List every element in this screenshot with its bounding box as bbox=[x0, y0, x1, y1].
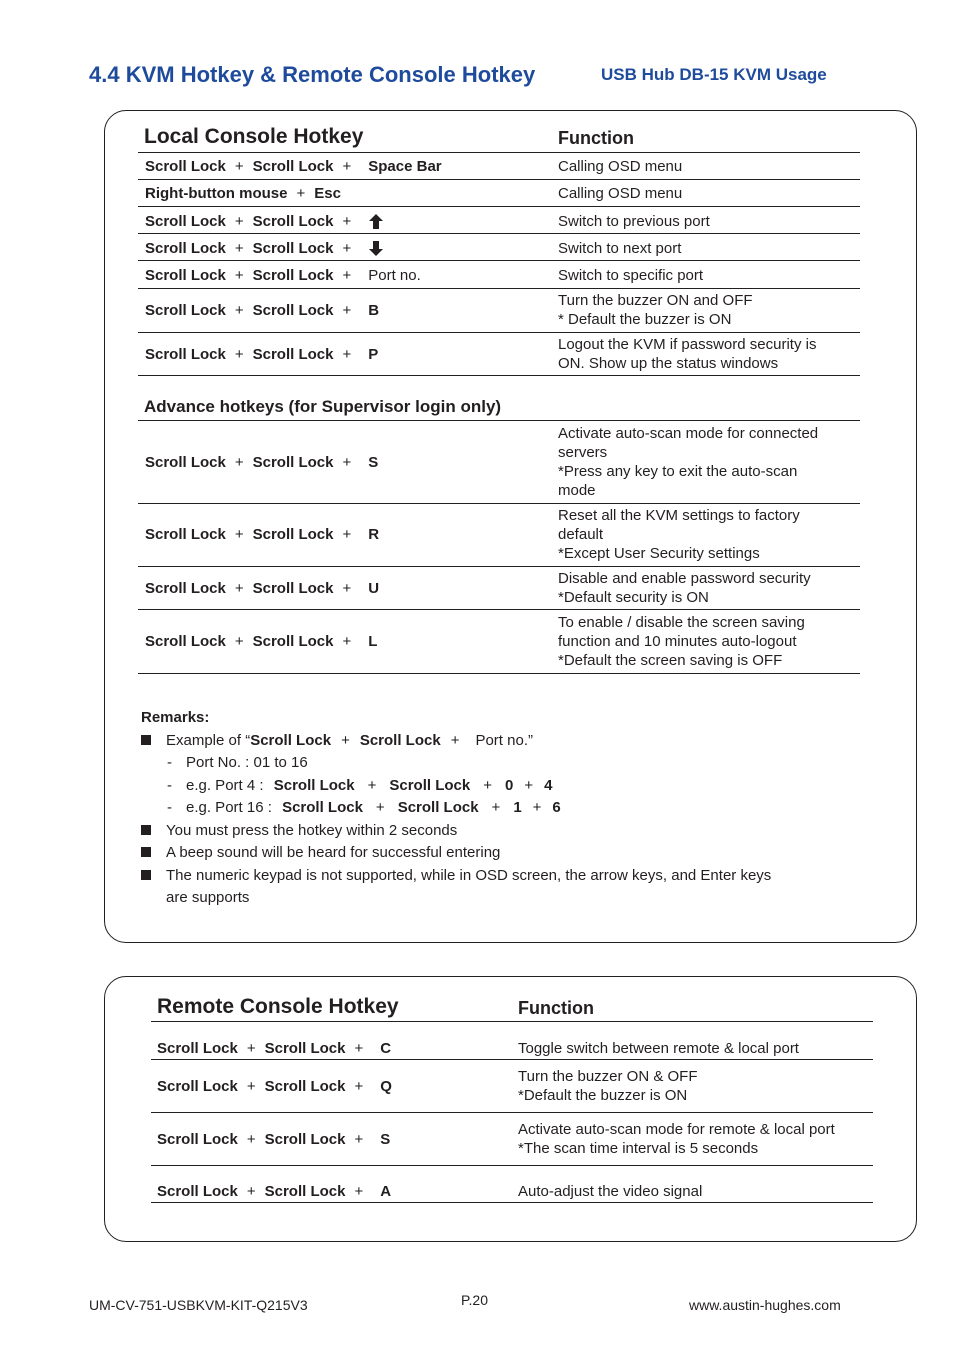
hotkey-combination bbox=[145, 345, 378, 363]
hotkey-function: Reset all the KVM settings to factory default *Except User Security settings bbox=[558, 507, 800, 562]
key-label: Scroll Lock bbox=[157, 1077, 238, 1095]
plus-sign: + bbox=[246, 1130, 256, 1148]
table-divider bbox=[138, 566, 860, 567]
plus-sign: + bbox=[234, 632, 244, 650]
hotkey-function: To enable / disable the screen saving function and 10 minutes auto-logout *Default the screen saving is OFF bbox=[558, 614, 805, 669]
hotkey-combination bbox=[145, 157, 442, 175]
plus-sign: + bbox=[354, 1077, 364, 1095]
plus-sign: + bbox=[234, 239, 244, 257]
key-label: Scroll Lock bbox=[145, 301, 226, 319]
key-label: Scroll Lock bbox=[252, 301, 334, 319]
table-divider bbox=[138, 288, 860, 289]
hotkey-function: Switch to next port bbox=[558, 240, 682, 257]
key-label: Q bbox=[380, 1077, 392, 1095]
hotkey-function: Turn the buzzer ON and OFF * Default the buzzer is ON bbox=[558, 292, 753, 328]
key-label: Scroll Lock bbox=[145, 579, 226, 597]
website-url: www.austin-hughes.com bbox=[689, 1297, 841, 1313]
key-label: P bbox=[368, 345, 379, 363]
table-divider bbox=[151, 1021, 873, 1022]
key-label: U bbox=[368, 579, 380, 597]
key-label: S bbox=[368, 453, 379, 471]
key-label: Scroll Lock bbox=[145, 239, 226, 257]
key-label: Scroll Lock bbox=[252, 453, 334, 471]
key-label: Scroll Lock bbox=[252, 345, 334, 363]
remark-item: The numeric keypad is not supported, while in OSD screen, the arrow keys, and Enter keys bbox=[141, 865, 861, 888]
key-label: L bbox=[368, 632, 378, 650]
plus-sign: + bbox=[246, 1039, 256, 1057]
key-label: Scroll Lock bbox=[264, 1039, 346, 1057]
plus-sign: + bbox=[342, 579, 352, 597]
key-label: Scroll Lock bbox=[145, 525, 226, 543]
table-divider bbox=[138, 673, 860, 674]
hotkey-combination bbox=[157, 1182, 391, 1200]
hotkey-function: Activate auto-scan mode for connected servers *Press any key to exit the auto-scan mode bbox=[558, 425, 819, 499]
section-subtitle: USB Hub DB-15 KVM Usage bbox=[601, 65, 827, 84]
key-label: Scroll Lock bbox=[157, 1039, 238, 1057]
hotkey-function: Toggle switch between remote & local port bbox=[518, 1040, 799, 1057]
table-divider bbox=[138, 375, 860, 376]
key-label: R bbox=[368, 525, 380, 543]
remark-example-port-16: - e.g. Port 16 : Scroll Lock + Scroll Lock + 1 + 6 bbox=[167, 799, 561, 816]
hotkey-combination bbox=[145, 453, 378, 471]
remote-console-title: Remote Console Hotkey bbox=[157, 995, 399, 1018]
plus-sign: + bbox=[234, 157, 244, 175]
plus-sign: + bbox=[354, 1130, 364, 1148]
table-divider bbox=[138, 332, 860, 333]
advanced-hotkeys-title: Advance hotkeys (for Supervisor login only) bbox=[144, 397, 502, 416]
table-divider bbox=[138, 503, 860, 504]
plus-sign: + bbox=[354, 1182, 364, 1200]
hotkey-combination bbox=[145, 525, 379, 543]
hotkey-combination bbox=[157, 1039, 391, 1057]
key-label: Scroll Lock bbox=[145, 453, 226, 471]
key-label: Scroll Lock bbox=[252, 525, 334, 543]
key-label: Scroll Lock bbox=[157, 1182, 238, 1200]
hotkey-combination bbox=[145, 212, 383, 230]
plus-sign: + bbox=[354, 1039, 364, 1057]
page-number: P.20 bbox=[461, 1292, 488, 1308]
key-label: Scroll Lock bbox=[264, 1182, 346, 1200]
remark-example: Example of “Scroll Lock + Scroll Lock + Port no.” bbox=[141, 730, 861, 753]
key-label: Scroll Lock bbox=[252, 266, 334, 284]
hotkey-function: Auto-adjust the video signal bbox=[518, 1183, 703, 1200]
plus-sign: + bbox=[342, 345, 352, 363]
key-label: B bbox=[368, 301, 380, 319]
hotkey-function: Calling OSD menu bbox=[558, 185, 683, 202]
plus-sign: + bbox=[234, 525, 244, 543]
table-divider bbox=[151, 1059, 873, 1060]
plus-sign: + bbox=[296, 184, 306, 202]
key-label: Scroll Lock bbox=[264, 1130, 346, 1148]
key-label: Space Bar bbox=[368, 157, 442, 175]
remark-example-port-4: - e.g. Port 4 : Scroll Lock + Scroll Lock + 0 + 4 bbox=[167, 776, 553, 794]
arrow-down-icon bbox=[369, 241, 383, 256]
table-divider bbox=[138, 233, 860, 234]
local-function-header: Function bbox=[558, 128, 634, 148]
plus-sign: + bbox=[234, 579, 244, 597]
hotkey-combination bbox=[145, 579, 379, 597]
key-label: Scroll Lock bbox=[252, 157, 334, 175]
remark-item: A beep sound will be heard for successful entering bbox=[141, 842, 861, 865]
remark-item: You must press the hotkey within 2 seconds bbox=[141, 820, 861, 843]
section-heading: 4.4 KVM Hotkey & Remote Console Hotkey bbox=[89, 62, 536, 87]
hotkey-function: Switch to previous port bbox=[558, 213, 710, 230]
table-divider bbox=[151, 1165, 873, 1166]
plus-sign: + bbox=[234, 212, 244, 230]
key-label: Scroll Lock bbox=[252, 579, 334, 597]
bullet-square-icon bbox=[141, 870, 151, 880]
key-label: Scroll Lock bbox=[252, 239, 334, 257]
plus-sign: + bbox=[234, 345, 244, 363]
hotkey-combination bbox=[157, 1130, 390, 1148]
bullet-square-icon bbox=[141, 825, 151, 835]
key-label: C bbox=[380, 1039, 392, 1057]
plus-sign: + bbox=[342, 157, 352, 175]
arrow-up-icon bbox=[369, 214, 383, 229]
hotkey-combination bbox=[145, 239, 383, 257]
key-label: S bbox=[380, 1130, 391, 1148]
plus-sign: + bbox=[342, 301, 352, 319]
table-divider bbox=[138, 609, 860, 610]
remote-function-header: Function bbox=[518, 998, 594, 1018]
key-label: Scroll Lock bbox=[145, 157, 226, 175]
plus-sign: + bbox=[342, 632, 352, 650]
key-label: Scroll Lock bbox=[252, 632, 334, 650]
remark-port-range: - Port No. : 01 to 16 bbox=[167, 754, 308, 771]
hotkey-function: Turn the buzzer ON & OFF *Default the buzzer is ON bbox=[518, 1068, 698, 1104]
key-label: Scroll Lock bbox=[264, 1077, 346, 1095]
hotkey-combination bbox=[145, 184, 341, 202]
table-divider bbox=[138, 260, 860, 261]
hotkey-combination bbox=[157, 1077, 392, 1095]
table-divider bbox=[138, 420, 860, 421]
plus-sign: + bbox=[342, 266, 352, 284]
remarks-section bbox=[141, 707, 861, 910]
document-id: UM-CV-751-USBKVM-KIT-Q215V3 bbox=[89, 1297, 308, 1313]
key-label: Port no. bbox=[368, 266, 421, 284]
key-label: Esc bbox=[314, 184, 341, 202]
plus-sign: + bbox=[234, 301, 244, 319]
plus-sign: + bbox=[342, 239, 352, 257]
hotkey-function: Activate auto-scan mode for remote & local port *The scan time interval is 5 seconds bbox=[518, 1121, 835, 1157]
hotkey-combination bbox=[145, 632, 377, 650]
plus-sign: + bbox=[246, 1077, 256, 1095]
plus-sign: + bbox=[342, 453, 352, 471]
hotkey-combination bbox=[145, 266, 421, 284]
plus-sign: + bbox=[234, 453, 244, 471]
key-label: Scroll Lock bbox=[145, 266, 226, 284]
remarks-title: Remarks: bbox=[141, 709, 210, 726]
key-label: A bbox=[380, 1182, 392, 1200]
table-divider bbox=[151, 1202, 873, 1203]
key-label: Right-button mouse bbox=[145, 184, 288, 202]
plus-sign: + bbox=[342, 212, 352, 230]
table-divider bbox=[138, 152, 860, 153]
table-divider bbox=[138, 179, 860, 180]
plus-sign: + bbox=[246, 1182, 256, 1200]
table-divider bbox=[151, 1112, 873, 1113]
key-label: Scroll Lock bbox=[157, 1130, 238, 1148]
remark-item-continued: are supports bbox=[166, 889, 250, 906]
hotkey-combination bbox=[145, 301, 379, 319]
plus-sign: + bbox=[234, 266, 244, 284]
key-label: Scroll Lock bbox=[145, 345, 226, 363]
bullet-square-icon bbox=[141, 847, 151, 857]
hotkey-function: Calling OSD menu bbox=[558, 158, 683, 175]
local-console-title: Local Console Hotkey bbox=[144, 125, 364, 148]
key-label: Scroll Lock bbox=[145, 632, 226, 650]
key-label: Scroll Lock bbox=[252, 212, 334, 230]
hotkey-function: Switch to specific port bbox=[558, 267, 704, 284]
bullet-square-icon bbox=[141, 735, 151, 745]
key-label: Scroll Lock bbox=[145, 212, 226, 230]
hotkey-function: Logout the KVM if password security is ON. Show up the status windows bbox=[558, 336, 817, 372]
hotkey-function: Disable and enable password security *Default security is ON bbox=[558, 570, 811, 606]
table-divider bbox=[138, 206, 860, 207]
plus-sign: + bbox=[342, 525, 352, 543]
